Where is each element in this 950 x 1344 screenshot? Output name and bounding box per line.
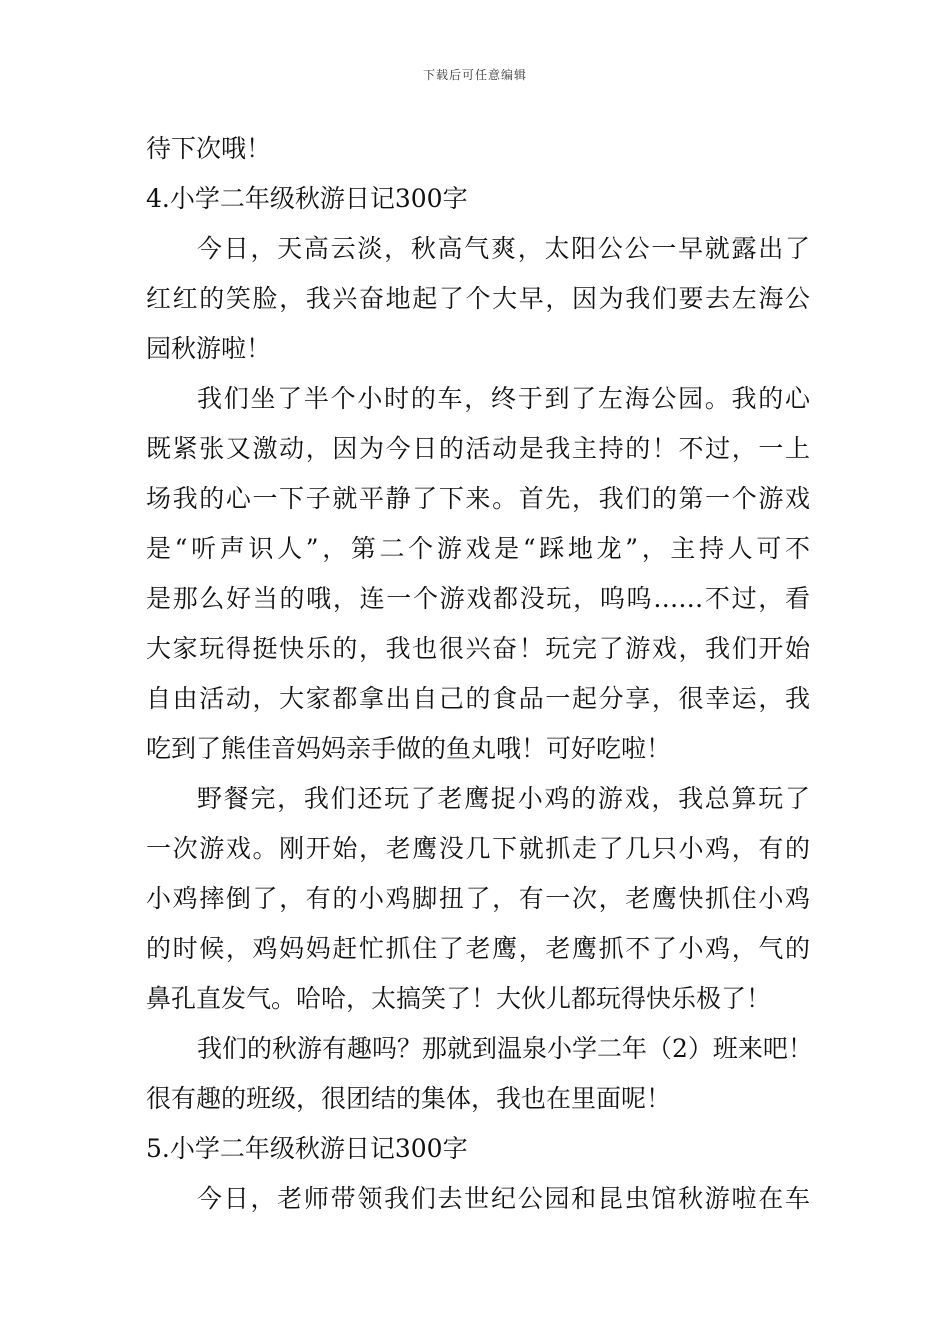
page-header: 下载后可任意编辑 [422,68,527,82]
text-line: 是“听声识人”，第二个游戏是“踩地龙”，主持人可不 [146,534,810,563]
section-heading: 4.小学二年级秋游日记300字 [146,184,468,213]
text-line: 自由活动，大家都拿出自己的食品一起分享，很幸运，我 [146,684,810,713]
text-line: 野餐完，我们还玩了老鹰捉小鸡的游戏，我总算玩了 [197,784,810,813]
text-line: 园秋游啦！ [146,334,272,363]
text-line: 我们坐了半个小时的车，终于到了左海公园。我的心 [197,384,810,413]
text-line: 大家玩得挺快乐的，我也很兴奋！玩完了游戏，我们开始 [146,634,810,663]
text-line: 鼻孔直发气。哈哈，太搞笑了！大伙儿都玩得快乐极了！ [146,984,772,1013]
text-line: 我们的秋游有趣吗？那就到温泉小学二年（2）班来吧！ [197,1034,813,1063]
text-line: 今日，天高云淡，秋高气爽，太阳公公一早就露出了 [197,234,810,263]
text-line: 小鸡摔倒了，有的小鸡脚扭了，有一次，老鹰快抓住小鸡 [146,884,810,913]
article-body [146,124,813,1224]
section-heading: 5.小学二年级秋游日记300字 [146,1134,468,1163]
text-line: 待下次哦！ [146,134,272,163]
text-line: 一次游戏。刚开始，老鹰没几下就抓走了几只小鸡，有的 [146,834,810,863]
text-line: 的时候，鸡妈妈赶忙抓住了老鹰，老鹰抓不了小鸡，气的 [146,934,810,963]
text-line: 吃到了熊佳音妈妈亲手做的鱼丸哦！可好吃啦！ [146,734,672,763]
text-line: 红红的笑脸，我兴奋地起了个大早，因为我们要去左海公 [146,284,810,313]
text-line: 场我的心一下子就平静了下来。首先，我们的第一个游戏 [146,484,810,513]
text-line: 既紧张又激动，因为今日的活动是我主持的！不过，一上 [146,434,810,463]
text-line: 今日，老师带领我们去世纪公园和昆虫馆秋游啦在车 [197,1184,810,1213]
text-line: 是那么好当的哦，连一个游戏都没玩，呜呜……不过，看 [146,584,810,613]
text-line: 很有趣的班级，很团结的集体，我也在里面呢！ [146,1084,672,1113]
